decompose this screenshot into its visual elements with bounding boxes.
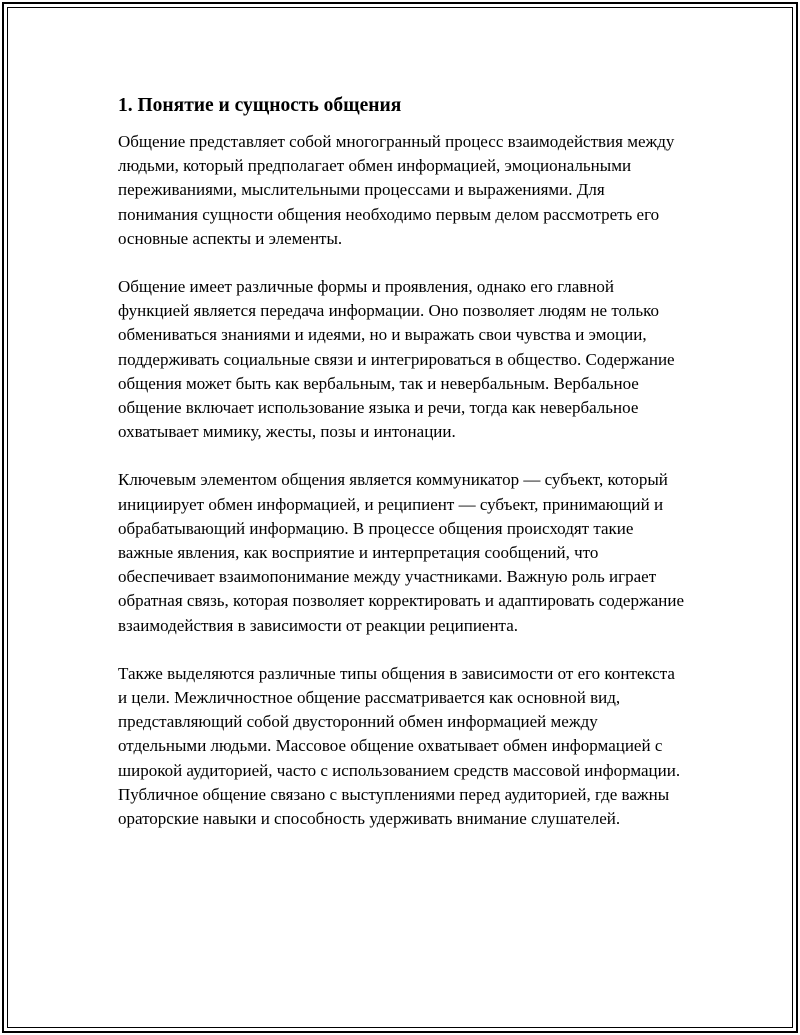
document-body: [118, 92, 684, 855]
paragraph-1: Общение представляет собой многогранный процесс взаимодействия между людьми, который предполагает обмен информацией, эмоциональными переживаниями, мыслительными процессами и выражениями. Для понимания сущности общения необходимо первым делом рассмотреть его основные аспекты и элементы.: [118, 132, 675, 248]
paragraph-2: Общение имеет различные формы и проявления, однако его главной функцией является передача информации. Оно позволяет людям не только обмениваться знаниями и идеями, но и выражать свои чувства и эмоции, поддерживать социальные связи и интегрироваться в общество. Содержание общения может быть как вербальным, так и невербальным. Вербальное общение включает использование языка и речи, тогда как невербальное охватывает мимику, жесты, позы и интонации.: [118, 277, 675, 442]
paragraph-4: Также выделяются различные типы общения в зависимости от его контекста и цели. Межличностное общение рассматривается как основной вид, представляющий собой двусторонний обмен информацией между отдельными людьми. Массовое общение охватывает обмен информацией с широкой аудиторией, часто с использованием средств массовой информации. Публичное общение связано с выступлениями перед аудиторией, где важны ораторские навыки и способность удерживать внимание слушателей.: [118, 663, 681, 829]
section-heading: 1. Понятие и сущность общения: [118, 95, 402, 116]
paragraph-3: Ключевым элементом общения является коммуникатор — субъект, который инициирует обмен информацией, и реципиент — субъект, принимающий и обрабатывающий информацию. В процессе общения происходят такие важные явления, как восприятие и интерпретация сообщений, что обеспечивает взаимопонимание между участниками. Важную роль играет обратная связь, которая позволяет корректировать и адаптировать содержание взаимодействия в зависимости от реакции реципиента.: [118, 470, 685, 635]
